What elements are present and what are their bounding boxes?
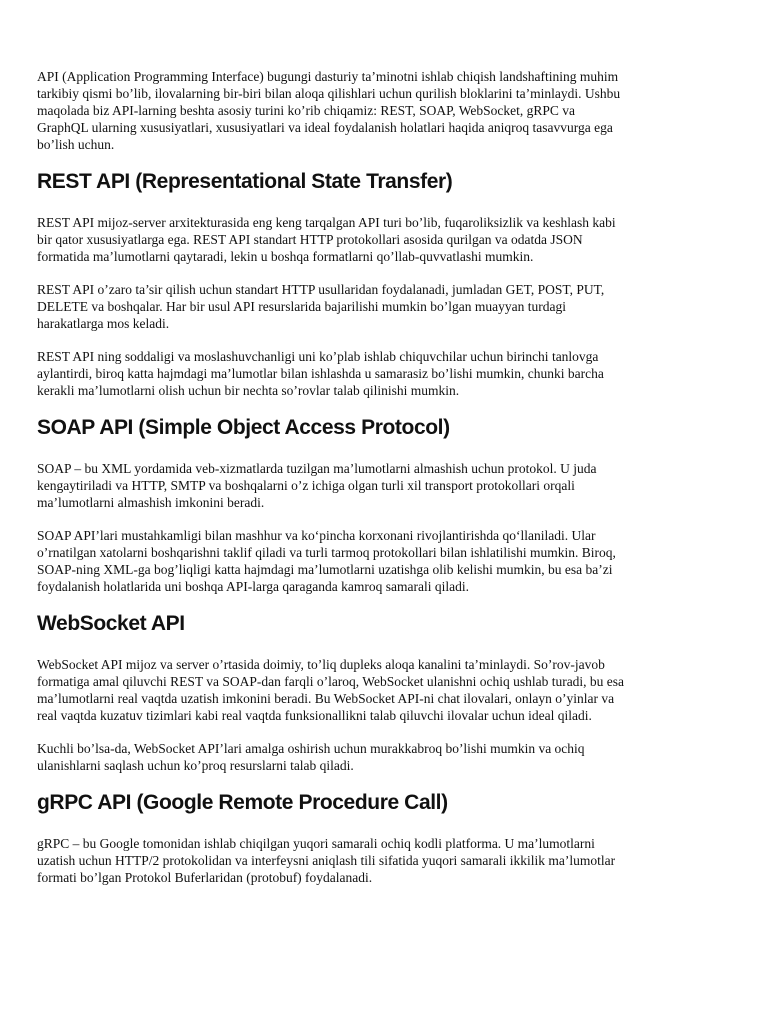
section-heading-websocket: WebSocket API [37, 612, 185, 635]
section-heading-grpc: gRPC API (Google Remote Procedure Call) [37, 791, 448, 814]
soap-paragraph-1: SOAP – bu XML yordamida veb-xizmatlarda tuzilgan ma’lumotlarni almashish uchun protokol. U juda kengaytiriladi va HTTP, SMTP va boshqalarni o’z ichiga olgan turli xil transport protokollari orqali ma’lumotlarni almashish imkonini beradi. [37, 461, 597, 510]
intro-paragraph: API (Application Programming Interface) bugungi dasturiy ta’minotni ishlab chiqish landshaftining muhim tarkibiy qismi bo’lib, ilovalarning bir-biri bilan aloqa qilishlari uchun qurilish bloklarini ta’minlaydi. Ushbu maqolada biz API-larning beshta asosiy turini ko’rib chiqamiz: REST, SOAP, WebSocket, gRPC va GraphQL ularning xususiyatlari, xususiyatlari va ideal foydalanish holatlari haqida aniqroq tasavvurga ega bo’lish uchun. [37, 69, 621, 152]
websocket-paragraph-2: Kuchli bo’lsa-da, WebSocket API’lari amalga oshirish uchun murakkabroq bo’lishi mumkin va ochiq ulanishlarni saqlash uchun ko’proq resurslarni talab qiladi. [37, 741, 585, 773]
grpc-paragraph-1: gRPC – bu Google tomonidan ishlab chiqilgan yuqori samarali ochiq kodli platforma. U ma’lumotlarni uzatish uchun HTTP/2 protokolidan va interfeysni aniqlash tili sifatida yuqori samarali ikkilik ma’lumotlar formati bo’lgan Protokol Buferlaridan (protobuf) foydalanadi. [37, 836, 616, 885]
rest-paragraph-1: REST API mijoz-server arxitekturasida eng keng tarqalgan API turi bo’lib, fuqaroliksizlik va keshlash kabi bir qator xususiyatlarga ega. REST API standart HTTP protokollari asosida qurilgan va odatda JSON formatida ma’lumotlarni qaytaradi, lekin u boshqa formatlarni qo’llab-quvvatlashi mumkin. [37, 215, 616, 264]
rest-paragraph-3: REST API ning soddaligi va moslashuvchanligi uni ko’plab ishlab chiquvchilar uchun birinchi tanlovga aylantirdi, biroq katta hajmdagi ma’lumotlar bilan ishlashda u samarasiz bo’lishi mumkin, chunki barcha kerakli ma’lumotlarni olish uchun bir nechta so’rovlar talab qilinishi mumkin. [37, 349, 604, 398]
section-heading-rest: REST API (Representational State Transfer) [37, 170, 453, 193]
document-page [37, 59, 717, 902]
websocket-paragraph-1: WebSocket API mijoz va server o’rtasida doimiy, to’liq dupleks aloqa kanalini ta’minlaydi. So’rov-javob formatiga amal qiluvchi REST va SOAP-dan farqli o’laroq, WebSocket ulanishni ochiq ushlab turadi, bu esa ma’lumotlarni real vaqtda uzatish imkonini beradi. Bu WebSocket API-ni chat ilovalari, onlayn o’yinlar va real vaqtda kuzatuv tizimlari kabi real vaqtda funksionallikni talab qiluvchi ilovalar uchun ideal qiladi. [37, 657, 625, 723]
rest-paragraph-2: REST API o’zaro ta’sir qilish uchun standart HTTP usullaridan foydalanadi, jumladan GET, POST, PUT, DELETE va boshqalar. Har bir usul API resurslarida bajarilishi mumkin bo’lgan muayyan turdagi harakatlarga mos keladi. [37, 282, 605, 331]
soap-paragraph-2: SOAP API’lari mustahkamligi bilan mashhur va ko‘pincha korxonani rivojlantirishda qo‘llaniladi. Ular o’rnatilgan xatolarni boshqarishni taklif qiladi va turli tarmoq protokollari bilan ishlatilishi mumkin. Biroq, SOAP-ning XML-ga bog’liqligi katta hajmdagi ma’lumotlarni uzatishga olib kelishi mumkin, bu esa ba’zi foydalanish holatlarida uni boshqa API-larga qaraganda kamroq samarali qiladi. [37, 528, 616, 594]
section-heading-soap: SOAP API (Simple Object Access Protocol) [37, 416, 450, 439]
